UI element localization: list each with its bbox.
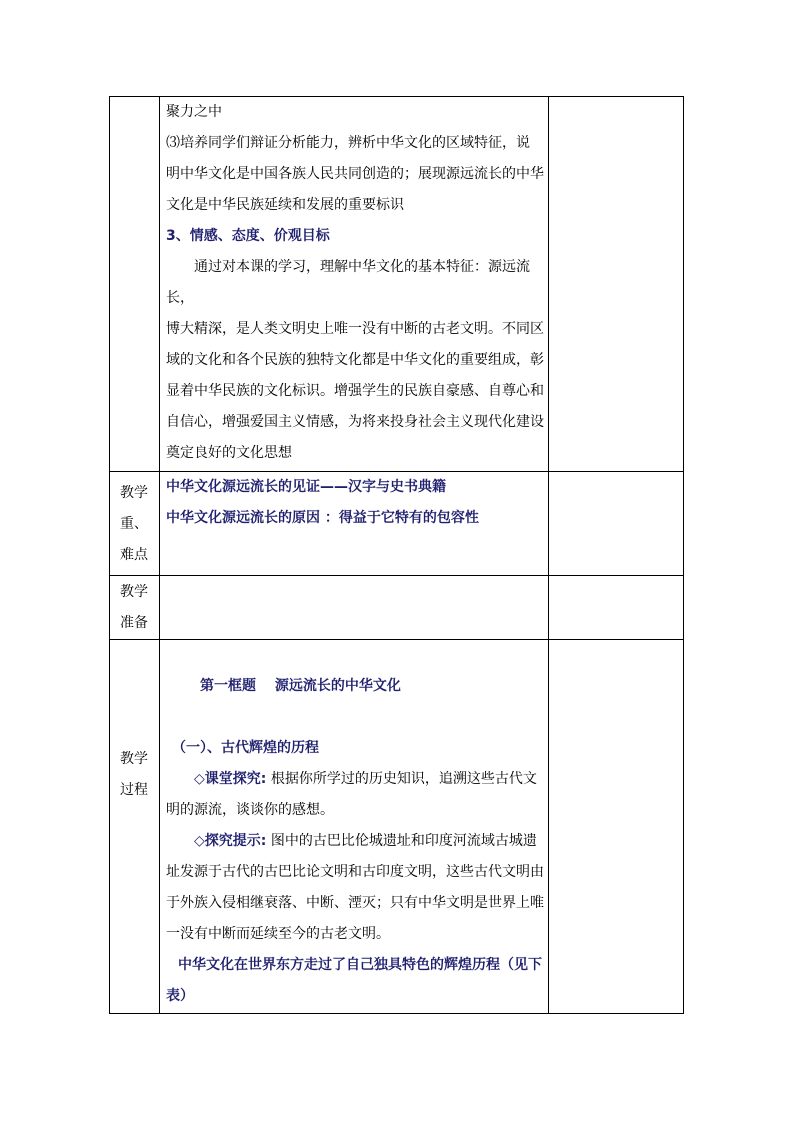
text-line: 域的文化和各个民族的独特文化都是中华文化的重要组成，彰 <box>166 352 544 368</box>
text-line: 一没有中断而延续至今的古老文明。 <box>166 926 390 942</box>
text-line: 聚力之中 <box>166 104 222 120</box>
text-line: 通过对本课的学习，理解中华文化的基本特征：源远流长， <box>166 259 530 306</box>
row-divider <box>109 575 684 576</box>
text-line: 文化是中华民族延续和发展的重要标识 <box>166 197 404 213</box>
key-points-label <box>110 478 158 571</box>
lesson-plan-table <box>109 96 684 1014</box>
text-line: 博大精深，是人类文明史上唯一没有中断的古老文明。不同区 <box>166 321 544 337</box>
column-divider <box>159 96 160 1014</box>
text-line: 于外族入侵相继衰落、中断、湮灭；只有中华文明是世界上唯 <box>166 895 544 911</box>
text-line: 显着中华民族的文化标识。增强学生的民族自豪感、自尊心和 <box>166 383 544 399</box>
text-line: 明中华文化是中国各族人民共同创造的；展现源远流长的中华 <box>166 166 544 182</box>
process-label <box>110 744 158 806</box>
text-line: 自信心，增强爱国主义情感，为将来投身社会主义现代化建设 <box>166 414 544 430</box>
label-line: 重、 <box>120 516 148 532</box>
objectives-cell <box>166 97 548 469</box>
text-line: 址发源于古代的古巴比论文明和古印度文明，这些古代文明由 <box>166 864 544 880</box>
spacer <box>166 702 548 733</box>
text-line <box>166 826 548 857</box>
text-line: ⑶培养同学们辩证分析能力，辨析中华文化的区域特征，说 <box>166 135 530 151</box>
label-line: 难点 <box>120 547 148 563</box>
lesson-title: 第一框题 源远流长的中华文化 <box>200 678 401 694</box>
label-line: 教学 <box>120 485 148 501</box>
process-cell <box>166 671 548 1012</box>
section-heading: （一）、古代辉煌的历程 <box>172 740 319 756</box>
explore-label: ◇课堂探究: <box>194 771 267 787</box>
label-line: 教学 <box>120 584 148 600</box>
key-point: 中华文化源远流长的见证——汉字与史书典籍 <box>166 479 446 495</box>
text-line: 明的源流，谈谈你的感想。 <box>166 802 334 818</box>
table-border-right <box>683 96 684 1014</box>
hint-label: ◇探究提示: <box>194 833 267 849</box>
column-divider <box>548 96 549 1014</box>
row-divider <box>109 639 684 640</box>
key-point: 中华文化源远流长的原因 ：得益于它特有的包容性 <box>166 510 479 526</box>
closing-line: 中华文化在世界东方走过了自己独具特色的辉煌历程（见下 <box>178 957 542 973</box>
label-line: 教学 <box>120 751 148 767</box>
text-span: 图中的古巴比伦城遗址和印度河流域古城遗 <box>266 833 537 849</box>
key-points-cell <box>166 472 548 534</box>
closing-line: 表） <box>166 988 194 1004</box>
section-heading: 3、情感、态度、价观目标 <box>166 228 330 244</box>
label-line: 过程 <box>120 782 148 798</box>
text-line <box>166 764 548 795</box>
label-line: 准备 <box>120 615 148 631</box>
table-border-bottom <box>109 1013 684 1014</box>
text-span: 根据你所学过的历史知识，追溯这些古代文 <box>266 771 537 787</box>
text-line: 奠定良好的文化思想 <box>166 445 292 461</box>
preparation-label <box>110 577 158 639</box>
